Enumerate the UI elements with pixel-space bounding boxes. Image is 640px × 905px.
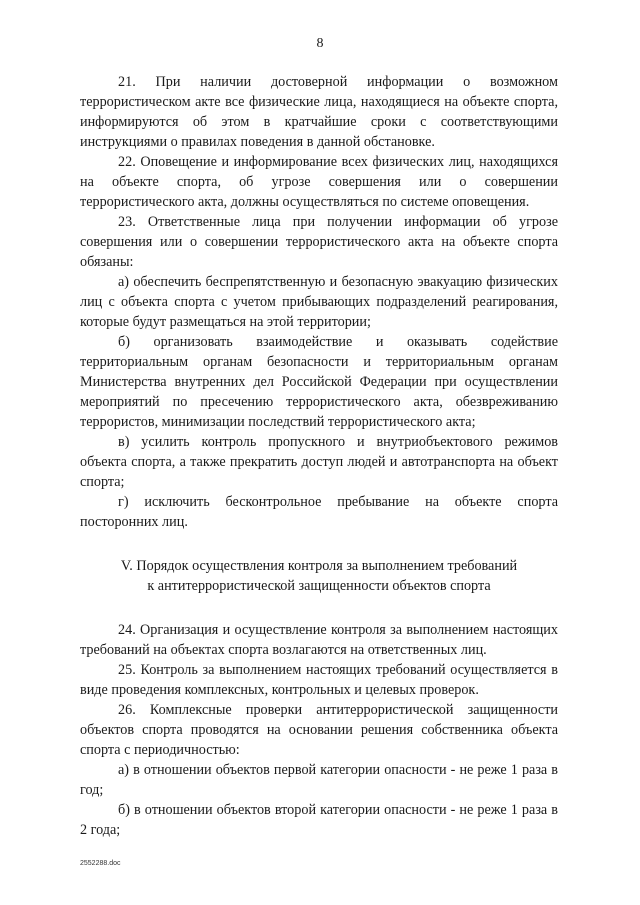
paragraph-23-v: в) усилить контроль пропускного и внутриобъектового режимов объекта спорта, а также прекратить доступ людей и автотранспорта на объект спорта;: [80, 434, 558, 490]
paragraph-25: 25. Контроль за выполнением настоящих требований осуществляется в виде проведения комплексных, контрольных и целевых проверок.: [80, 662, 558, 698]
paragraph-23-b: б) организовать взаимодействие и оказывать содействие территориальным органам безопасности и территориальным органам Министерства внутренних дел Российской Федерации при осуществлении мероприятий по пресечению террористического акта, обезвреживанию террористов, минимизации последствий террористического акта;: [80, 334, 558, 430]
paragraph-23: 23. Ответственные лица при получении информации об угрозе совершения или о совершении террористического акта на объекте спорта обязаны:: [80, 214, 558, 270]
paragraph-21: 21. При наличии достоверной информации о возможном террористическом акте все физические лица, находящиеся на объекте спорта, информируются об этом в кратчайшие сроки с соответствующими инструкциями о правилах поведения в данной обстановке.: [80, 74, 558, 150]
page-body: [80, 72, 558, 840]
paragraph-26-b: б) в отношении объектов второй категории опасности - не реже 1 раза в 2 года;: [80, 802, 558, 838]
section-title-line-2: к антитеррористической защищенности объектов спорта: [147, 578, 491, 594]
paragraph-22: 22. Оповещение и информирование всех физических лиц, находящихся на объекте спорта, об угрозе совершения или о совершении террористического акта, должны осуществляться по системе оповещения.: [80, 154, 558, 210]
page-number: 8: [316, 36, 324, 51]
paragraph-23-a: а) обеспечить беспрепятственную и безопасную эвакуацию физических лиц с объекта спорта с учетом прибывающих подразделений реагирования, которые будут размещаться на этой территории;: [80, 274, 558, 330]
paragraph-23-g: г) исключить бесконтрольное пребывание на объекте спорта посторонних лиц.: [80, 494, 558, 530]
paragraph-26-a: а) в отношении объектов первой категории опасности - не реже 1 раза в год;: [80, 762, 558, 798]
section-title-line-1: V. Порядок осуществления контроля за выполнением требований: [120, 558, 518, 574]
document-footer: 2552288.doc: [80, 860, 121, 867]
paragraph-24: 24. Организация и осуществление контроля за выполнением настоящих требований на объектах спорта возлагаются на ответственных лиц.: [80, 622, 558, 658]
paragraph-26: 26. Комплексные проверки антитеррористической защищенности объектов спорта проводятся на основании решения собственника объекта спорта с периодичностью:: [80, 702, 558, 758]
